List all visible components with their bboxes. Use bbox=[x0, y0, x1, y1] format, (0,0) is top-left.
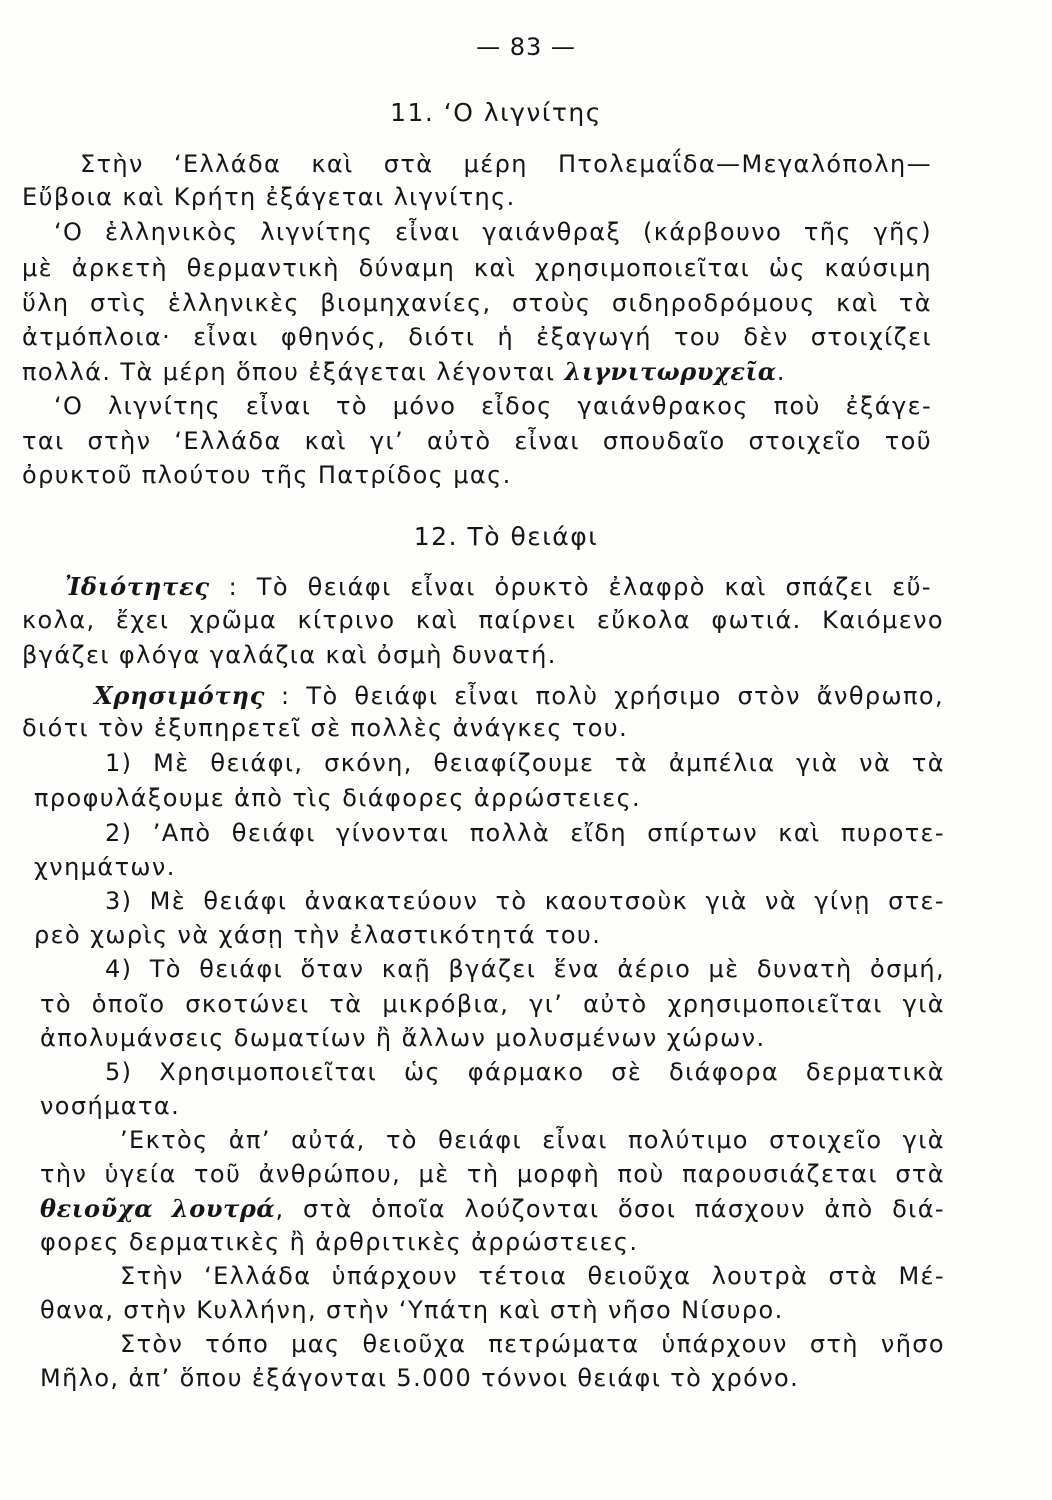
text-fragment: : Τὸ θειάφι εἶναι πολὺ χρήσιμο στὸν ἄνθρωπο, bbox=[265, 682, 944, 710]
text-fragment: πολλά. Τὰ μέρη ὅπου ἐξάγεται λέγονται bbox=[22, 358, 565, 386]
text-line: κολα, ἔχει χρῶμα κίτρινο καὶ παίρνει εὔκολα φωτιά. Καιόμενο bbox=[22, 606, 944, 634]
text-line: βγάζει φλόγα γαλάζια καὶ ὀσμὴ δυνατή. bbox=[22, 641, 557, 669]
text-line bbox=[40, 1194, 945, 1223]
page-number: — 83 — bbox=[476, 33, 576, 61]
text-line: ὀρυκτοῦ πλούτου τῆς Πατρίδος μας. bbox=[22, 461, 512, 489]
text-line bbox=[65, 572, 932, 601]
term-lignite-mines: λιγνιτωρυχεῖα bbox=[564, 357, 777, 386]
term-sulfur-baths: θειοῦχα λουτρά bbox=[40, 1194, 276, 1223]
text-line: θανα, στὴν Κυλλήνη, στὴν ‘Υπάτη καὶ στὴ νῆσο Νίσυρο. bbox=[40, 1296, 784, 1324]
section-heading-lignite: 11. ‘Ο λιγνίτης bbox=[390, 98, 602, 127]
text-line bbox=[94, 681, 944, 710]
text-line: μὲ ἀρκετὴ θερμαντικὴ δύναμη καὶ χρησιμοποιεῖται ὡς καύσιμη bbox=[22, 254, 932, 282]
text-line: Στὴν ‘Ελλάδα καὶ στὰ μέρη Πτολεμαΐδα—Μεγαλόπολη— bbox=[80, 150, 932, 178]
list-item-4-line: τὸ ὁποῖο σκοτώνει τὰ μικρόβια, γι’ αὐτὸ χρησιμοποιεῖται γιὰ bbox=[40, 990, 945, 1018]
text-line: Στὸν τόπο μας θειοῦχα πετρώματα ὑπάρχουν στὴ νῆσο bbox=[120, 1330, 945, 1358]
label-properties: Ἰδιότητες bbox=[65, 572, 210, 601]
list-item-4-line: 4) Τὸ θειάφι ὅταν καῇ βγάζει ἕνα ἀέριο μὲ δυνατὴ ὀσμή, bbox=[105, 955, 945, 983]
list-item-5-line: 5) Χρησιμοποιεῖται ὡς φάρμακο σὲ διάφορα δερματικὰ bbox=[105, 1058, 945, 1086]
text-line: τὴν ὑγεία τοῦ ἀνθρώπου, μὲ τὴ μορφὴ ποὺ παρουσιάζεται στὰ bbox=[40, 1160, 945, 1188]
text-line: ‘Ο λιγνίτης εἶναι τὸ μόνο εἶδος γαιάνθρακος ποὺ ἐξάγε- bbox=[54, 392, 932, 420]
text-line: ἀτμόπλοια· εἶναι φθηνός, διότι ἡ ἐξαγωγή του δὲν στοιχίζει bbox=[22, 323, 932, 351]
text-line: Εὔβοια καὶ Κρήτη ἐξάγεται λιγνίτης. bbox=[22, 183, 516, 211]
list-item-1-line: προφυλάξουμε ἀπὸ τὶς διάφορες ἀρρώστειες. bbox=[34, 784, 642, 812]
text-line: διότι τὸν ἐξυπηρετεῖ σὲ πολλὲς ἀνάγκες του. bbox=[22, 714, 629, 742]
text-line: ‘Ο ἑλληνικὸς λιγνίτης εἶναι γαιάνθραξ (κάρβουνο τῆς γῆς) bbox=[54, 218, 932, 246]
text-fragment: . bbox=[776, 358, 786, 386]
text-fragment: : Τὸ θειάφι εἶναι ὀρυκτὸ ἐλαφρὸ καὶ σπάζει εὔ- bbox=[209, 573, 932, 601]
text-line: ὕλη στὶς ἑλληνικὲς βιομηχανίες, στοὺς σιδηροδρόμους καὶ τὰ bbox=[22, 289, 932, 317]
text-line bbox=[22, 357, 786, 386]
list-item-3-line: ρεὸ χωρὶς νὰ χάσῃ τὴν ἐλαστικότητά του. bbox=[34, 921, 602, 949]
list-item-1-line: 1) Μὲ θειάφι, σκόνη, θειαφίζουμε τὰ ἀμπέλια γιὰ νὰ τὰ bbox=[105, 749, 945, 777]
list-item-4-line: ἀπολυμάνσεις δωματίων ἢ ἄλλων μολυσμένων χώρων. bbox=[40, 1024, 766, 1052]
text-line: Στὴν ‘Ελλάδα ὑπάρχουν τέτοια θειοῦχα λουτρὰ στὰ Μέ- bbox=[120, 1262, 945, 1290]
text-line: ται στὴν ‘Ελλάδα καὶ γι’ αὐτὸ εἶναι σπουδαῖο στοιχεῖο τοῦ bbox=[22, 427, 932, 455]
list-item-2-line: 2) ’Απὸ θειάφι γίνονται πολλὰ εἴδη σπίρτων καὶ πυροτε- bbox=[105, 819, 945, 847]
section-heading-sulfur: 12. Τὸ θειάφι bbox=[413, 522, 599, 551]
list-item-5-line: νοσήματα. bbox=[40, 1092, 181, 1120]
list-item-3-line: 3) Μὲ θειάφι ἀνακατεύουν τὸ καουτσοὺκ γιὰ νὰ γίνῃ στε- bbox=[105, 887, 945, 915]
text-line: ’Εκτὸς ἀπ’ αὐτά, τὸ θειάφι εἶναι πολύτιμο στοιχεῖο γιὰ bbox=[120, 1126, 945, 1154]
label-usefulness: Χρησιμότης bbox=[94, 681, 266, 710]
list-item-2-line: χνημάτων. bbox=[34, 853, 176, 881]
text-line: φορες δερματικὲς ἢ ἀρθριτικὲς ἀρρώστειες. bbox=[40, 1228, 639, 1256]
text-fragment: , στὰ ὁποῖα λούζονται ὅσοι πάσχουν ἀπὸ διά- bbox=[275, 1195, 945, 1223]
text-line: Μῆλο, ἀπ’ ὅπου ἐξάγονται 5.000 τόννοι θειάφι τὸ χρόνο. bbox=[40, 1364, 800, 1392]
